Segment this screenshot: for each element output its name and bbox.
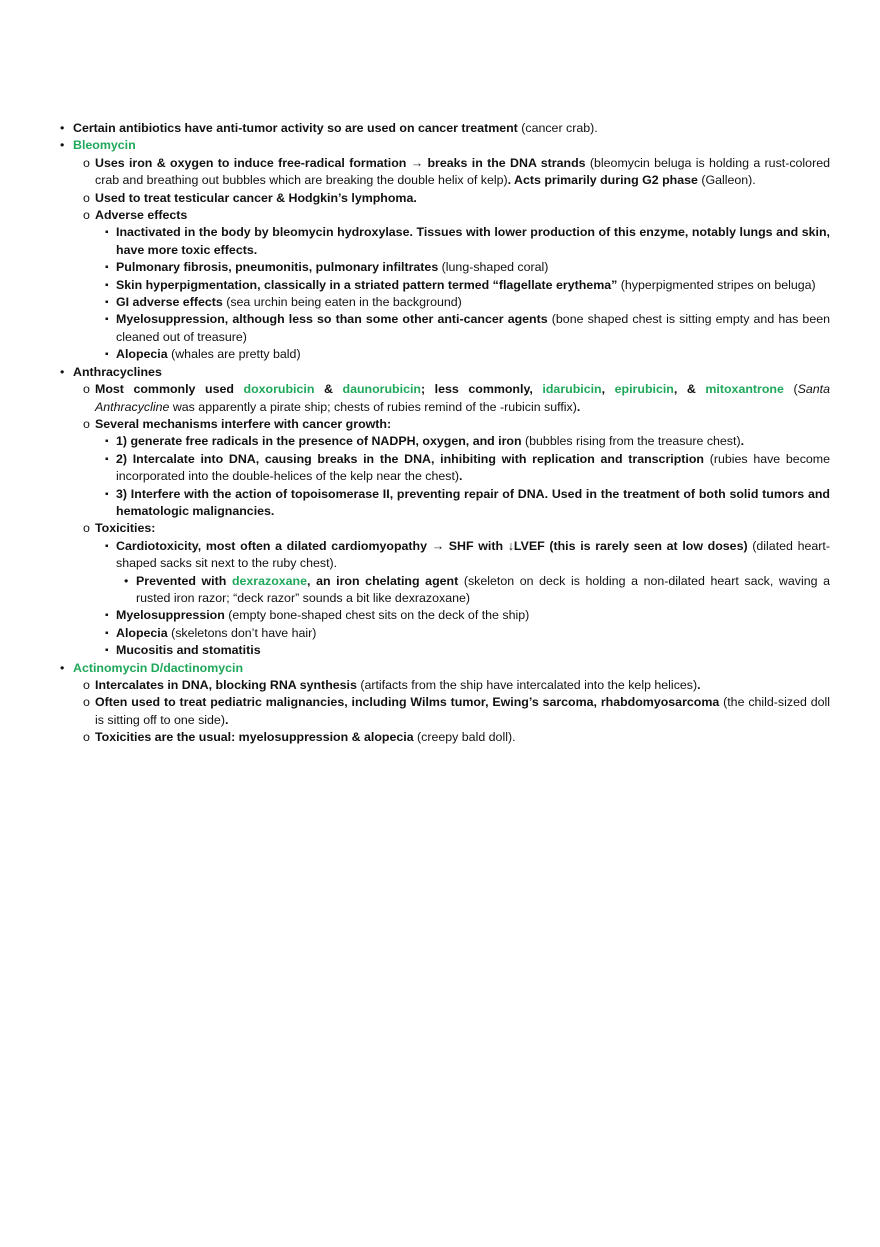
bullet-icon: •	[124, 573, 129, 588]
list-item: o Often used to treat pediatric malignancies, including Wilms tumor, Ewing’s sarcoma, rhabdomyosarcoma (the child-sized doll is sitting off to one side).	[83, 695, 830, 727]
bullet-icon: o	[83, 382, 90, 397]
list-item: o Adverse effects	[60, 207, 830, 224]
bullet-icon: ▪	[105, 227, 109, 239]
bullet-icon: ▪	[105, 436, 109, 448]
bullet-icon: ▪	[105, 488, 109, 500]
bullet-icon: o	[83, 208, 90, 223]
list-item: ▪ 1) generate free radicals in the presence of NADPH, oxygen, and iron (bubbles rising from the treasure chest).	[60, 433, 830, 450]
bullet-icon: •	[60, 138, 65, 153]
heading-bleomycin: • Bleomycin	[60, 137, 830, 154]
bullet-icon: ▪	[105, 262, 109, 274]
list-item: • Certain antibiotics have anti-tumor activity so are used on cancer treatment (cancer crab).	[60, 120, 830, 137]
list-item: ▪ Pulmonary fibrosis, pneumonitis, pulmonary infiltrates (lung-shaped coral)	[60, 259, 830, 276]
list-item: ▪ 2) Intercalate into DNA, causing breaks in the DNA, inhibiting with replication and transcription (rubies have become incorporated into the double-helices of the kelp near the chest).	[105, 451, 830, 484]
bullet-icon: •	[60, 364, 65, 379]
list-item: ▪ GI adverse effects (sea urchin being eaten in the background)	[60, 294, 830, 311]
bullet-icon: o	[83, 695, 90, 710]
bullet-icon: ▪	[105, 349, 109, 361]
list-item: ▪ Skin hyperpigmentation, classically in a striated pattern termed “flagellate erythema” (hyperpigmented stripes on beluga)	[60, 277, 830, 294]
bullet-icon: ▪	[105, 279, 109, 291]
list-item: o Intercalates in DNA, blocking RNA synthesis (artifacts from the ship have intercalated into the kelp helices).	[60, 677, 830, 694]
list-item: o Most commonly used doxorubicin & daunorubicin; less commonly, idarubicin, epirubicin, & mitoxantrone (Santa Anthracycline was apparently a pirate ship; chests of rubies remind of the -rubicin suffix).	[83, 382, 830, 414]
bullet-icon: ▪	[105, 297, 109, 309]
bullet-icon: ▪	[105, 627, 109, 639]
list-item: o Uses iron & oxygen to induce free-radical formation → breaks in the DNA strands (bleomycin beluga is holding a rust-colored crab and breathing out bubbles which are breaking the double helix of kelp). Acts primarily during G2 phase (Galleon).	[83, 155, 830, 188]
list-item: • Prevented with dexrazoxane, an iron chelating agent (skeleton on deck is holding a non-dilated heart sack, waving a rusted iron razor; “deck razor” sounds a bit like dexrazoxane)	[124, 573, 830, 605]
list-item: ▪ Myelosuppression, although less so than some other anti-cancer agents (bone shaped chest is sitting empty and has been cleaned out of treasure)	[105, 312, 830, 344]
bullet-icon: •	[60, 121, 65, 135]
heading-actinomycin: • Actinomycin D/dactinomycin	[60, 660, 830, 677]
bullet-icon: ▪	[105, 610, 109, 622]
list-item: ▪ Myelosuppression (empty bone-shaped chest sits on the deck of the ship)	[60, 607, 830, 624]
bullet-icon: o	[83, 678, 90, 692]
bullet-icon: o	[83, 416, 90, 431]
list-item: o Several mechanisms interfere with cancer growth:	[60, 416, 830, 433]
bullet-icon: ▪	[105, 645, 109, 657]
list-item: o Toxicities are the usual: myelosuppression & alopecia (creepy bald doll).	[60, 729, 830, 746]
list-item: o Toxicities:	[60, 520, 830, 537]
list-item: ▪ Alopecia (skeletons don’t have hair)	[60, 625, 830, 642]
heading-anthracyclines: • Anthracyclines	[60, 364, 830, 381]
list-item: ▪ Inactivated in the body by bleomycin hydroxylase. Tissues with lower production of this enzyme, notably lungs and skin, have more toxic effects.	[105, 225, 830, 257]
list-item: ▪ Cardiotoxicity, most often a dilated cardiomyopathy → SHF with ↓LVEF (this is rarely seen at low doses) (dilated heart-shaped sacks sit next to the ruby chest).	[105, 538, 830, 571]
notes-body	[60, 120, 830, 747]
bullet-icon: o	[83, 730, 90, 745]
bullet-icon: ▪	[105, 540, 109, 552]
bullet-icon: ▪	[105, 314, 109, 326]
bullet-icon: o	[83, 190, 90, 205]
list-item: ▪ 3) Interfere with the action of topoisomerase II, preventing repair of DNA. Used in the treatment of both solid tumors and hematologic malignancies.	[105, 486, 830, 518]
bullet-icon: o	[83, 155, 90, 170]
bullet-icon: o	[83, 521, 90, 536]
bullet-icon: ▪	[105, 453, 109, 465]
list-item: o Used to treat testicular cancer & Hodgkin’s lymphoma.	[60, 190, 830, 207]
list-item: ▪ Alopecia (whales are pretty bald)	[60, 346, 830, 363]
bullet-icon: •	[60, 660, 65, 675]
list-item: ▪ Mucositis and stomatitis	[60, 642, 830, 659]
